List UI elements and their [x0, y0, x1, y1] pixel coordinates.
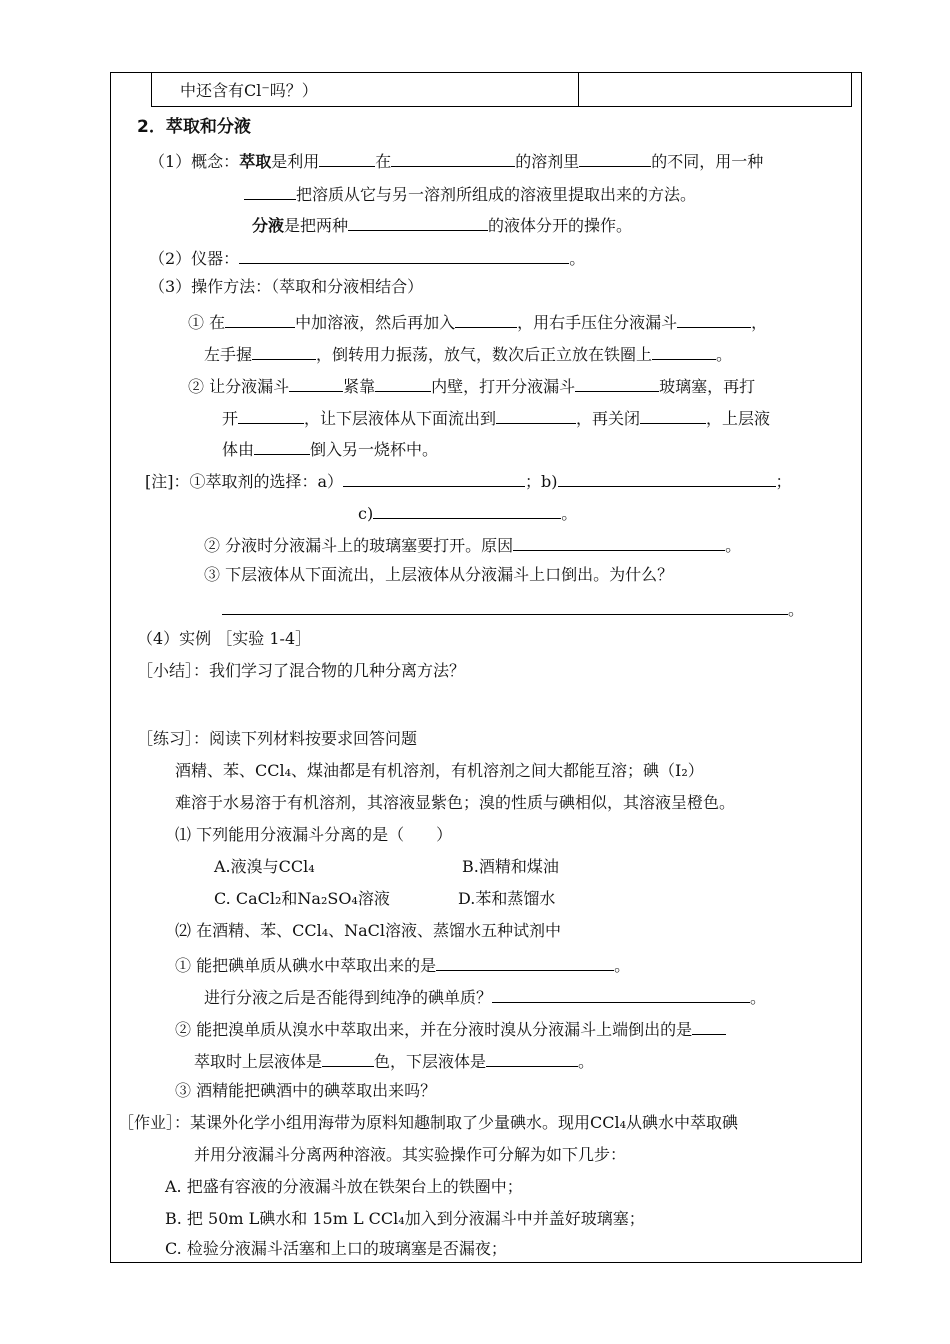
- table-divider: [578, 72, 579, 106]
- blank: [375, 373, 431, 392]
- operation-step2-line3: 体由 倒入另一烧杯中。: [222, 436, 438, 461]
- question-2-1-followup: 进行分液之后是否能得到纯净的碘单质？ 。: [204, 984, 766, 1009]
- note-3: ③ 下层液体从下面流出，上层液体从分液漏斗上口倒出。为什么？: [204, 565, 674, 584]
- operation-step2-line2: 开 ，让下层液体从下面流出到 ，再关闭 ，上层液: [222, 405, 770, 430]
- operation-label: （3）操作方法：（萃取和分液相结合）: [149, 277, 424, 296]
- question-2: ⑵ 在酒精、苯、CCl₄、NaCl溶液、蒸馏水五种试剂中: [175, 921, 562, 940]
- blank: [579, 148, 651, 167]
- practice-text-1: 酒精、苯、CCl₄、煤油都是有机溶剂，有机溶剂之间大都能互溶；碘（I₂）: [175, 761, 704, 780]
- blank: [319, 148, 375, 167]
- option-b: B.酒精和煤油: [462, 857, 559, 876]
- blank: [244, 181, 296, 200]
- blank: [575, 373, 659, 392]
- homework-step-c: C. 检验分液漏斗活塞和上口的玻璃塞是否漏夜；: [165, 1239, 507, 1258]
- operation-step2-line1: ② 让分液漏斗 紧靠 内壁，打开分液漏斗 玻璃塞，再打: [188, 373, 755, 398]
- concept-line-3: 分液是把两种 的液体分开的操作。: [252, 212, 632, 237]
- concept-line-1: （1）概念：萃取是利用 在 的溶剂里 的不同，用一种: [149, 148, 763, 173]
- question-1: ⑴ 下列能用分液漏斗分离的是（ ）: [175, 825, 453, 844]
- homework-step-b: B. 把 50m L碘水和 15m L CCl₄加入到分液漏斗中并盖好玻璃塞；: [165, 1209, 645, 1228]
- practice-title: ［练习］：阅读下列材料按要求回答问题: [137, 729, 418, 748]
- table-left-cell: 中还含有Cl⁻吗？）: [180, 81, 318, 100]
- blank: [677, 309, 751, 328]
- blank: [492, 984, 750, 1003]
- blank: [252, 341, 316, 360]
- blank: [343, 468, 525, 487]
- blank: [238, 405, 304, 424]
- note-1-line1: [注]：①萃取剂的选择：a） ；b) ；: [145, 468, 792, 493]
- homework-line-1: ［作业］：某课外化学小组用海带为原料知趣制取了少量碘水。现用CCl₄从碘水中萃取碘: [118, 1113, 739, 1132]
- homework-line-2: 并用分液漏斗分离两种溶液。其实验操作可分解为如下几步：: [194, 1145, 627, 1164]
- blank: [558, 468, 776, 487]
- blank: [436, 952, 614, 971]
- concept-line-2: 把溶质从它与另一溶剂所组成的溶液里提取出来的方法。: [244, 181, 696, 206]
- blank: [692, 1016, 726, 1035]
- blank: [225, 309, 295, 328]
- blank: [486, 1048, 578, 1067]
- operation-step1-line1: ① 在 中加溶液，然后再加入 ，用右手压住分液漏斗 ，: [188, 309, 767, 334]
- section-title: 2．萃取和分液: [137, 117, 251, 137]
- blank: [496, 405, 576, 424]
- question-2-2-line1: ② 能把溴单质从溴水中萃取出来，并在分液时溴从分液漏斗上端倒出的是: [175, 1016, 726, 1041]
- note-2: ② 分液时分液漏斗上的玻璃塞要打开。原因 。: [204, 532, 741, 557]
- blank: [239, 245, 569, 264]
- term-extraction: 萃取: [239, 152, 272, 171]
- blank: [254, 436, 310, 455]
- blank: [289, 373, 343, 392]
- summary-line: ［小结］：我们学习了混合物的几种分离方法？: [137, 661, 466, 680]
- term-separation: 分液: [252, 216, 285, 235]
- blank: [455, 309, 517, 328]
- blank: [222, 596, 788, 615]
- homework-step-a: A. 把盛有容液的分液漏斗放在铁架台上的铁圈中；: [165, 1177, 523, 1196]
- blank: [652, 341, 716, 360]
- question-2-1: ① 能把碘单质从碘水中萃取出来的是 。: [175, 952, 630, 977]
- blank: [373, 500, 561, 519]
- option-c: C. CaCl₂和Na₂SO₄溶液: [214, 889, 390, 908]
- example-line: （4）实例 ［实验 1-4］: [137, 629, 312, 648]
- option-a: A.液溴与CCl₄: [214, 857, 315, 876]
- blank: [391, 148, 515, 167]
- question-2-2-line2: 萃取时上层液体是 色，下层液体是 。: [194, 1048, 594, 1073]
- blank: [513, 532, 725, 551]
- blank: [640, 405, 706, 424]
- option-d: D.苯和蒸馏水: [458, 889, 556, 908]
- note-1-line2: c) 。: [358, 500, 577, 525]
- question-2-3: ③ 酒精能把碘酒中的碘萃取出来吗？: [175, 1081, 437, 1100]
- note-3-answer: 。: [222, 596, 804, 621]
- blank: [348, 212, 488, 231]
- operation-step1-line2: 左手握 ，倒转用力振荡，放气，数次后正立放在铁圈上 。: [204, 341, 732, 366]
- practice-text-2: 难溶于水易溶于有机溶剂，其溶液显紫色；溴的性质与碘相似，其溶液呈橙色。: [175, 793, 736, 812]
- blank: [322, 1048, 374, 1067]
- instruments-line: （2）仪器： 。: [149, 245, 585, 270]
